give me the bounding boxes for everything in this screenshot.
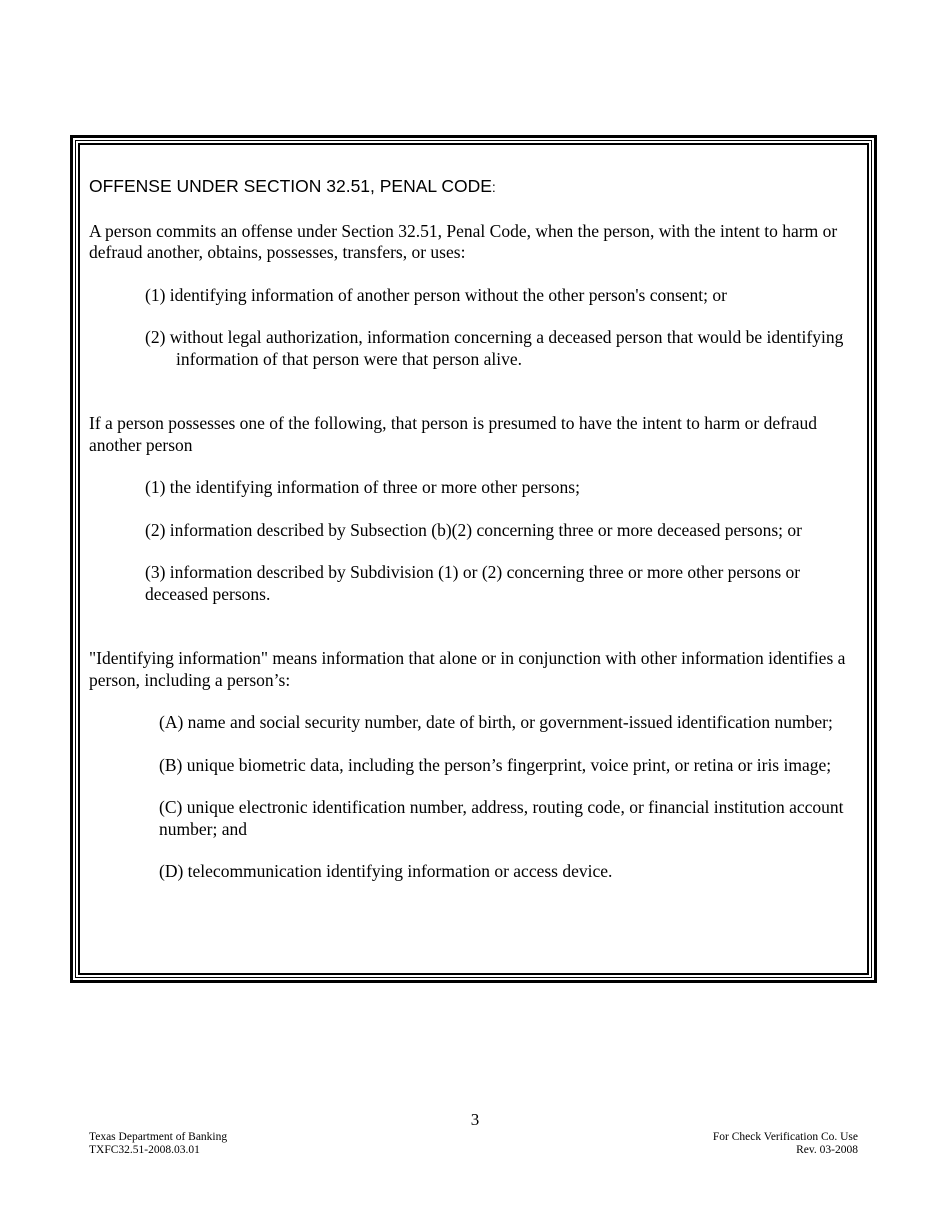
footer-right bbox=[713, 1131, 858, 1157]
offense-item: (1) identifying information of another person without the other person's consent; or bbox=[145, 284, 727, 305]
section-heading bbox=[89, 176, 859, 199]
footer-usage-note: For Check Verification Co. Use bbox=[712, 1131, 858, 1143]
offense-intro: A person commits an offense under Section 32.51, Penal Code, when the person, with the intent to harm or defraud another, obtains, possesses, transfers, or uses: bbox=[89, 220, 838, 262]
definition-item: (C) unique electronic identification number, address, routing code, or financial institution account number; and bbox=[159, 797, 844, 839]
presumption-item: (2) information described by Subsection (b)(2) concerning three or more deceased persons; or bbox=[145, 519, 802, 540]
definition-item: (A) name and social security number, date of birth, or government-issued identification number; bbox=[159, 712, 833, 732]
footer-revision: Rev. 03-2008 bbox=[796, 1144, 858, 1156]
page-number: 3 bbox=[470, 1110, 480, 1129]
section-heading-title: OFFENSE UNDER SECTION 32.51, PENAL CODE bbox=[89, 176, 492, 196]
presumption-item: (3) information described by Subdivision (1) or (2) concerning three or more other persons or deceased persons. bbox=[145, 562, 801, 604]
notice-content bbox=[89, 176, 859, 904]
definition-item: (B) unique biometric data, including the person’s fingerprint, voice print, or retina or iris image; bbox=[159, 754, 832, 775]
section-gap bbox=[89, 391, 859, 413]
section-gap bbox=[89, 626, 859, 648]
footer-agency: Texas Department of Banking bbox=[89, 1131, 228, 1143]
definition-item: (D) telecommunication identifying information or access device. bbox=[159, 861, 613, 881]
footer-form-id: TXFC32.51-2008.03.01 bbox=[89, 1144, 200, 1156]
footer-left bbox=[89, 1131, 227, 1157]
definition-intro: "Identifying information" means information that alone or in conjunction with other information identifies a person, including a person’s: bbox=[89, 648, 846, 690]
section-heading-colon: : bbox=[491, 179, 496, 195]
presumption-intro: If a person possesses one of the following, that person is presumed to have the intent to harm or defraud another person bbox=[89, 413, 818, 455]
offense-item: (2) without legal authorization, information concerning a deceased person that would be identifying information of that person were that person alive. bbox=[145, 327, 844, 369]
presumption-item: (1) the identifying information of three or more other persons; bbox=[145, 477, 580, 497]
